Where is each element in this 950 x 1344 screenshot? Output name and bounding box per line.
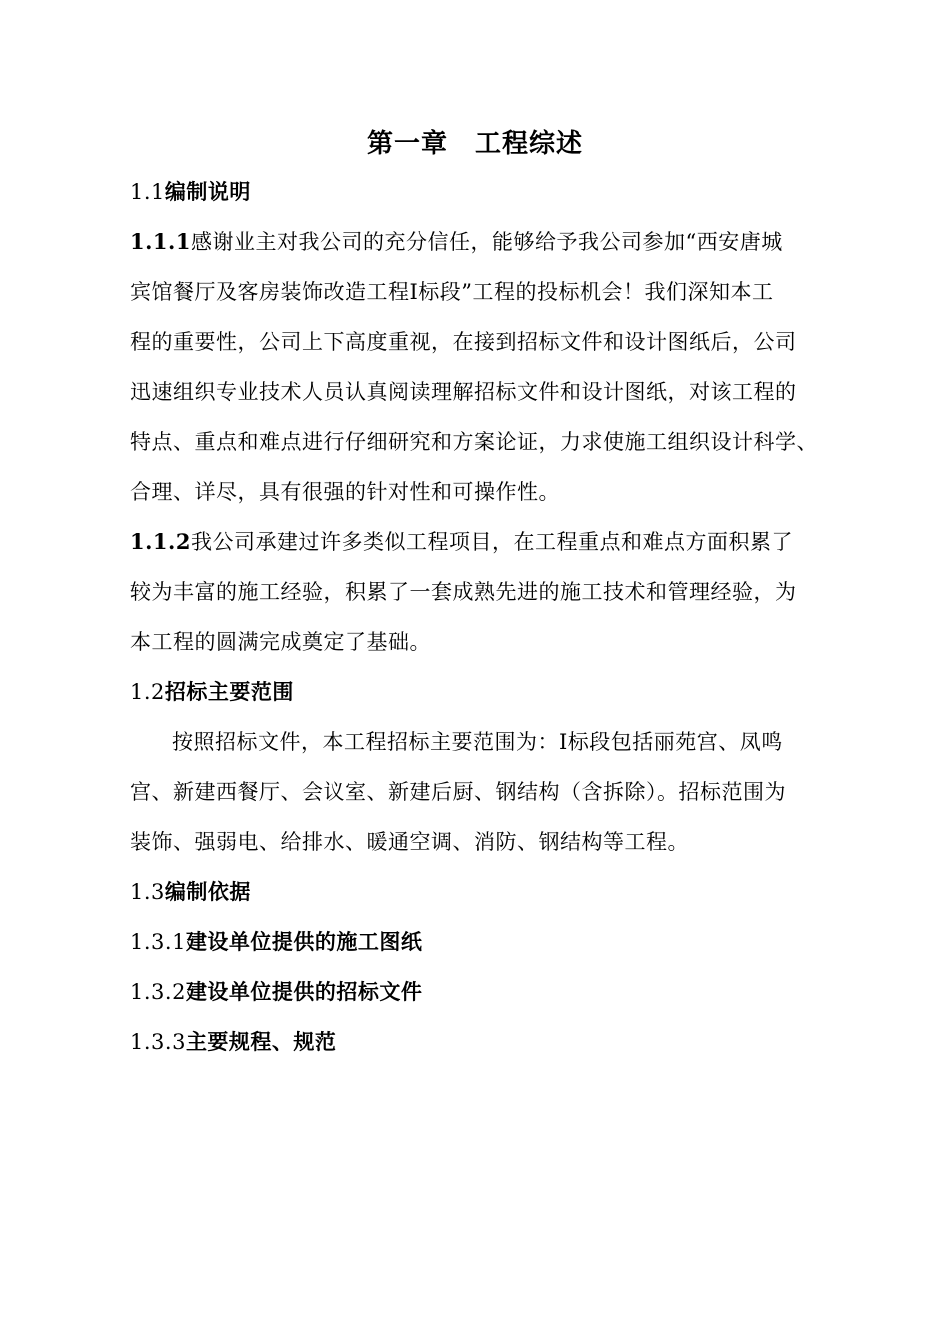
paragraph-1-1-1-line-3: 程的重要性，公司上下高度重视，在接到招标文件和设计图纸后，公司 [130,330,797,354]
section-heading-1-3 [130,877,251,907]
paragraph-text: 感谢业主对我公司的充分信任，能够给予我公司参加“西安唐城 [190,230,783,254]
paragraph-1-1-1-line-6: 合理、详尽，具有很强的针对性和可操作性。 [130,480,560,504]
paragraph-1-1-1-line-1 [130,227,783,257]
paragraph-1-1-1-line-5: 特点、重点和难点进行仔细研究和方案论证，力求使施工组织设计科学、 [130,430,818,454]
paragraph-1-2-line-3: 装饰、强弱电、给排水、暖通空调、消防、钢结构等工程。 [130,830,689,854]
section-title: 招标主要范围 [164,679,294,704]
section-number: 1.1 [130,180,165,204]
paragraph-number: 1.1.1 [130,229,191,254]
section-title: 建设单位提供的招标文件 [185,979,423,1004]
section-title: 主要规程、规范 [185,1029,337,1054]
paragraph-1-1-1-line-2: 宾馆餐厅及客房装饰改造工程Ⅰ标段”工程的投标机会！我们深知本工 [130,280,774,304]
paragraph-1-2-line-2: 宫、新建西餐厅、会议室、新建后厨、钢结构（含拆除）。招标范围为 [130,780,786,804]
section-title: 建设单位提供的施工图纸 [185,929,423,954]
paragraph-1-1-2-line-2: 较为丰富的施工经验，积累了一套成熟先进的施工技术和管理经验，为 [130,580,797,604]
section-heading-1-3-2 [130,977,422,1007]
paragraph-1-1-1-line-4: 迅速组织专业技术人员认真阅读理解招标文件和设计图纸，对该工程的 [130,380,797,404]
section-heading-1-2 [130,677,294,707]
section-number: 1.3 [130,880,165,904]
paragraph-text: 我公司承建过许多类似工程项目，在工程重点和难点方面积累了 [190,530,793,554]
section-number: 1.3.2 [130,980,186,1004]
section-number: 1.2 [130,680,165,704]
section-heading-1-3-3 [130,1027,336,1057]
paragraph-number: 1.1.2 [130,529,191,554]
paragraph-1-1-2-line-3: 本工程的圆满完成奠定了基础。 [130,630,431,654]
paragraph-1-2-line-1: 按照招标文件，本工程招标主要范围为：Ⅰ标段包括丽苑宫、凤鸣 [172,730,783,754]
section-heading-1-1 [130,177,251,207]
section-title: 编制说明 [164,179,251,204]
section-heading-1-3-1 [130,927,422,957]
section-number: 1.3.3 [130,1030,186,1054]
section-number: 1.3.1 [130,930,186,954]
chapter-title: 第一章 工程综述 [366,129,583,159]
paragraph-1-1-2-line-1 [130,527,793,557]
section-title: 编制依据 [164,879,251,904]
